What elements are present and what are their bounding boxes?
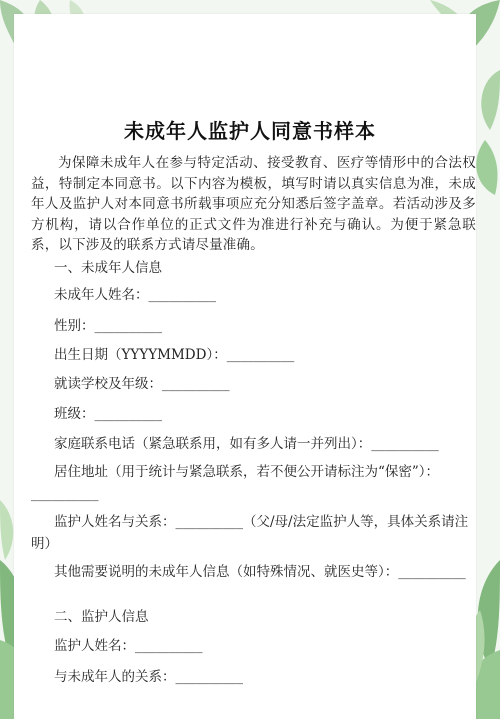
field-other-info: 其他需要说明的未成年人信息（如特殊情况、就医史等）：__________	[54, 564, 466, 580]
field-minor-name: 未成年人姓名：__________	[54, 287, 216, 303]
field-relation-to-minor: 与未成年人的关系：__________	[54, 669, 243, 685]
section-heading-minor-info: 一、未成年人信息	[54, 260, 162, 276]
document-title: 未成年人监护人同意书样本	[124, 119, 376, 143]
field-school-grade: 就读学校及年级：__________	[54, 376, 230, 392]
field-guardian-name: 监护人姓名：__________	[54, 638, 203, 654]
field-family-phone: 家庭联系电话（紧急联系用，如有多人请一并列出）：__________	[54, 436, 439, 452]
field-class: 班级：__________	[54, 406, 162, 422]
field-guardian-relation: 监护人姓名与关系：__________（父/母/法定监护人等，具体关系请注明）	[31, 514, 469, 552]
section-heading-guardian-info: 二、监护人信息	[54, 609, 149, 625]
field-birth-date: 出生日期（YYYYMMDD）：__________	[54, 347, 295, 363]
field-address: 居住地址（用于统计与紧急联系，若不便公开请标注为“保密”）：__________	[31, 464, 440, 502]
intro-paragraph: 为保障未成年人在参与特定活动、接受教育、医疗等情形中的合法权益，特制定本同意书。以下内容为模板，填写时请以真实信息为准，未成年人及监护人对本同意书所载事项应充分知悉后签字盖章。若活动涉及多方机构，请以合作单位的正式文件为准进行补充与确认。为便于紧急联系，以下涉及的联系方式请尽量准确。	[31, 155, 476, 253]
field-gender: 性别：__________	[54, 318, 162, 334]
